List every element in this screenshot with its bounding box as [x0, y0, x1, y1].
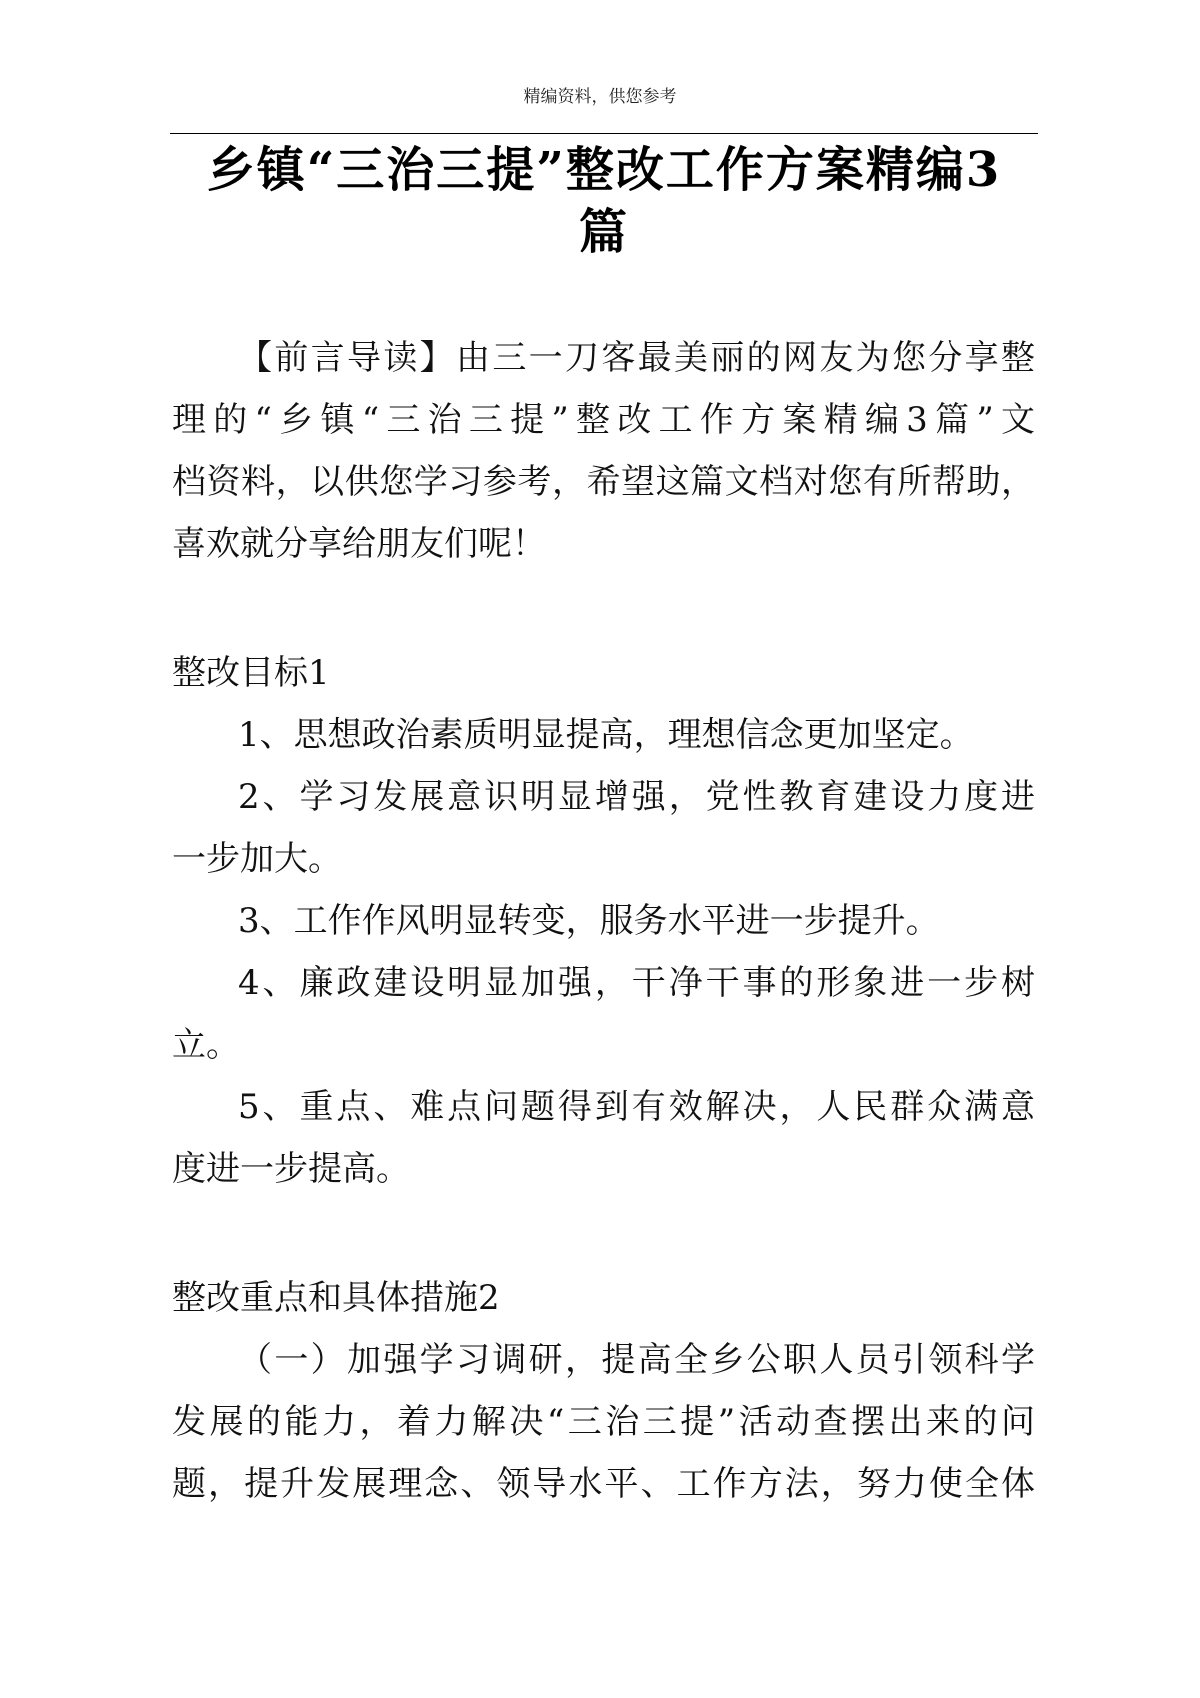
measure-paragraph-1	[172, 1329, 1035, 1515]
goal-item-1	[172, 704, 1035, 766]
paragraph-line: 2、学习发展意识明显增强，党性教育建设力度进	[238, 777, 1035, 817]
header-divider	[170, 133, 1038, 134]
paragraph-line: 发展的能力，着力解决“三治三提”活动查摆出来的问	[172, 1402, 1035, 1442]
paragraph-line: 【前言导读】由三一刀客最美丽的网友为您分享整	[238, 338, 1035, 378]
title-line-2: 篇	[578, 204, 629, 260]
paragraph-line: 度进一步提高。	[172, 1149, 410, 1189]
paragraph-line: 4、廉政建设明显加强，干净干事的形象进一步树	[238, 963, 1035, 1003]
section-heading: 整改目标1	[172, 653, 330, 693]
paragraph-line: 5、重点、难点问题得到有效解决，人民群众满意	[238, 1087, 1035, 1127]
preface-paragraph	[172, 327, 1035, 575]
section-measures	[172, 1267, 1035, 1515]
paragraph-line: （一）加强学习调研，提高全乡公职人员引领科学	[238, 1340, 1035, 1380]
title-line-1: 乡镇“三治三提”整改工作方案精编3	[206, 142, 1002, 198]
document-title	[170, 139, 1038, 263]
section-goals	[172, 642, 1035, 1200]
page-header: 精编资料，供您参考	[523, 87, 677, 107]
paragraph-line: 题，提升发展理念、领导水平、工作方法，努力使全体	[172, 1464, 1035, 1504]
paragraph-line: 档资料，以供您学习参考，希望这篇文档对您有所帮助，	[172, 462, 1035, 502]
section-heading: 整改重点和具体措施2	[172, 1278, 500, 1318]
goal-item-4	[172, 952, 1035, 1076]
paragraph-line: 3、工作作风明显转变，服务水平进一步提升。	[238, 901, 940, 941]
goal-item-5	[172, 1076, 1035, 1200]
paragraph-line: 立。	[172, 1025, 240, 1065]
goal-item-2	[172, 766, 1035, 890]
paragraph-line: 一步加大。	[172, 839, 342, 879]
paragraph-line: 喜欢就分享给朋友们呢！	[172, 524, 546, 564]
goal-item-3	[172, 890, 1035, 952]
paragraph-line: 理的“乡镇“三治三提”整改工作方案精编3篇”文	[172, 400, 1035, 440]
paragraph-line: 1、思想政治素质明显提高，理想信念更加坚定。	[238, 715, 974, 755]
